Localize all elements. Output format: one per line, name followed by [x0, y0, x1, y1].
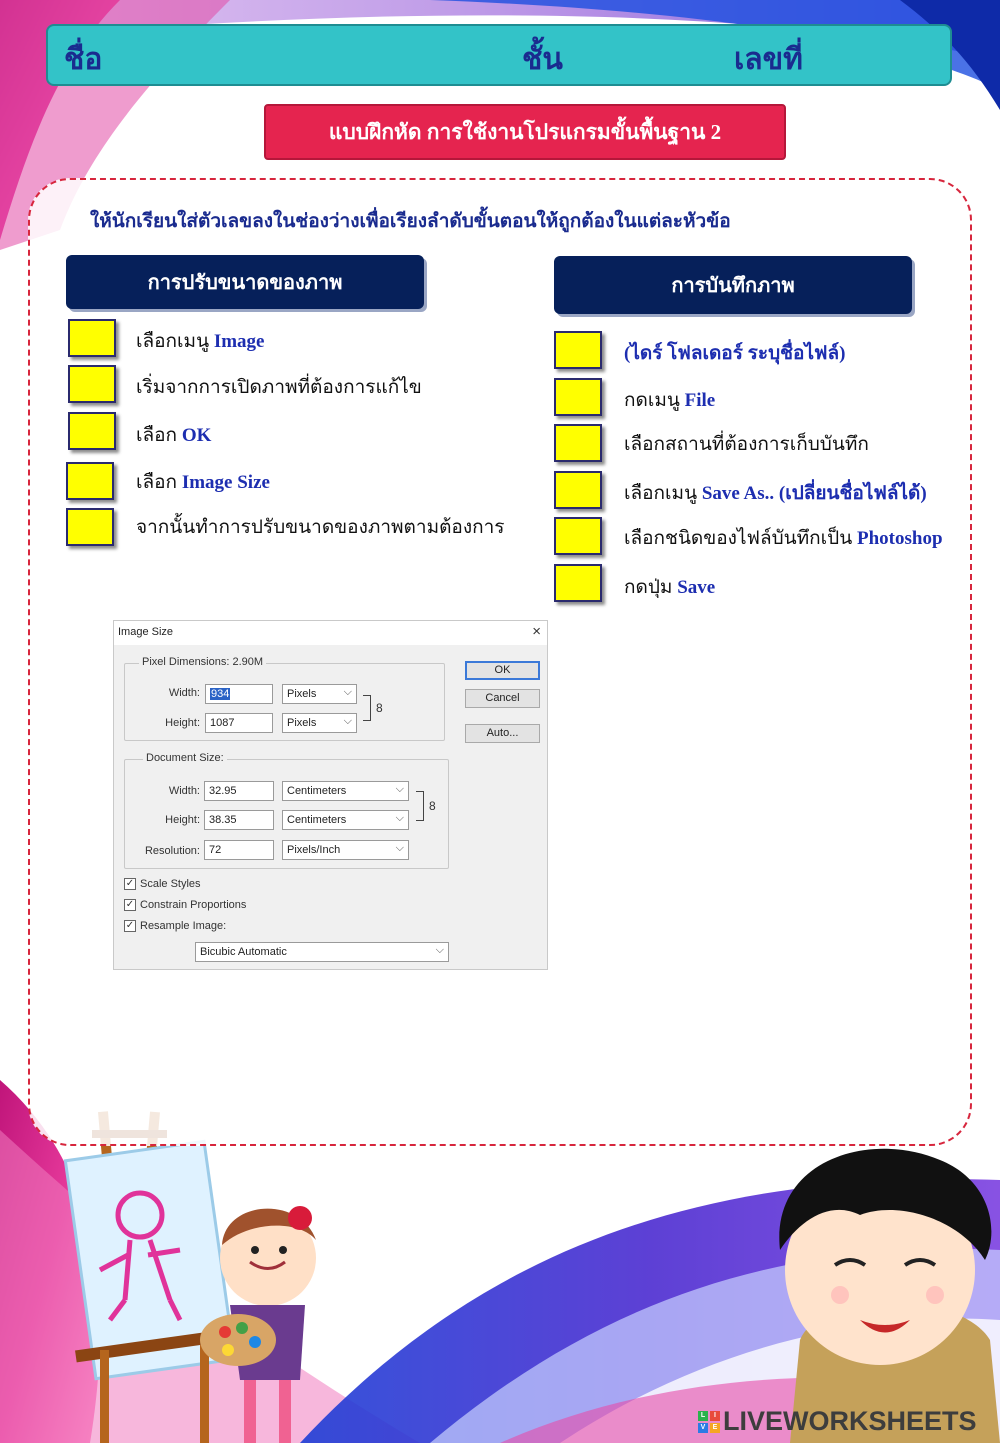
resize-step-3-text: [136, 420, 211, 450]
scale-styles-label: Scale Styles: [140, 878, 201, 890]
pixel-height-unit: Pixels: [287, 717, 317, 729]
worksheet-title: แบบฝึกหัด การใช้งานโปรแกรมขั้นพื้นฐาน 2: [264, 104, 786, 160]
ok-button[interactable]: OK: [465, 661, 540, 680]
pixel-dimensions-label: Pixel Dimensions: 2.90M: [139, 656, 266, 668]
pixel-height-label: Height:: [165, 717, 200, 729]
student-info-bar: [46, 24, 952, 86]
step-label: จากนั้นทำการปรับขนาดของภาพตามต้องการ: [136, 517, 505, 538]
chevron-down-icon: ⌵: [395, 842, 404, 854]
link-bracket: [416, 791, 424, 821]
resample-image-checkbox[interactable]: [124, 920, 226, 932]
chevron-down-icon: ⌵: [343, 686, 352, 698]
resolution-input[interactable]: 72: [204, 840, 274, 860]
resize-section-header: การปรับขนาดของภาพ: [66, 255, 424, 309]
step-keyword: File: [684, 390, 716, 411]
scale-styles-checkbox[interactable]: [124, 878, 201, 890]
resample-method: Bicubic Automatic: [200, 946, 287, 958]
resolution-unit: Pixels/Inch: [287, 844, 341, 856]
chain-link-icon: 8: [376, 701, 383, 715]
pixel-width-label: Width:: [168, 687, 200, 699]
save-step-1-answer-box[interactable]: [554, 331, 602, 369]
doc-width-label: Width:: [168, 785, 200, 797]
step-label: เลือกสถานที่ต้องการเก็บบันทึก: [624, 434, 869, 455]
checkbox-check-icon: ✓: [125, 899, 135, 910]
pixel-height-input[interactable]: 1087: [205, 713, 273, 733]
step-keyword: Photoshop: [856, 528, 943, 549]
liveworksheets-logo-icon: [698, 1411, 720, 1433]
liveworksheets-watermark: [698, 1406, 977, 1437]
pixel-width-input[interactable]: [205, 684, 273, 704]
step-keyword: Save: [677, 577, 716, 598]
number-label: เลขที่: [734, 43, 803, 76]
chevron-down-icon: ⌵: [395, 812, 404, 824]
auto-button[interactable]: Auto...: [465, 724, 540, 743]
resolution-unit-select[interactable]: [282, 840, 409, 860]
logo-letter-i: I: [710, 1411, 720, 1421]
doc-height-unit-select[interactable]: [282, 810, 409, 830]
step-label: เริ่มจากการเปิดภาพที่ต้องการแก้ไข: [136, 377, 422, 398]
resolution-label: Resolution:: [144, 845, 200, 857]
resize-step-4-text: [136, 467, 270, 497]
save-step-4-answer-box[interactable]: [554, 471, 602, 509]
pixel-width-unit-select[interactable]: [282, 684, 357, 704]
boy-character-illustration: [779, 1149, 1000, 1443]
logo-letter-e: E: [710, 1423, 720, 1433]
step-label: เลือก: [136, 472, 182, 493]
step-label: เลือกเมนู: [624, 483, 702, 504]
resize-step-5-answer-box[interactable]: [66, 508, 114, 546]
doc-height-label: Height:: [165, 814, 200, 826]
step-keyword: Image: [213, 331, 265, 352]
pixel-width-value: 934: [211, 688, 230, 700]
resize-step-1-answer-box[interactable]: [68, 319, 116, 357]
dialog-title: Image Size: [118, 626, 174, 638]
save-step-5-answer-box[interactable]: [554, 517, 602, 555]
pixel-width-unit: Pixels: [287, 688, 317, 700]
class-label: ชั้น: [522, 43, 563, 76]
instruction-text: ให้นักเรียนใส่ตัวเลขลงในช่องว่างเพื่อเรียงลำดับขั้นตอนให้ถูกต้องในแต่ละหัวข้อ: [90, 211, 731, 232]
chevron-down-icon: ⌵: [343, 715, 352, 727]
link-bracket: [363, 695, 371, 721]
checkbox-check-icon: ✓: [125, 878, 135, 889]
resize-step-1-text: [136, 326, 264, 356]
save-step-6-answer-box[interactable]: [554, 564, 602, 602]
name-label: ชื่อ: [64, 43, 103, 76]
chain-link-icon: 8: [429, 799, 436, 813]
image-size-dialog: [113, 620, 548, 970]
step-keyword: OK: [181, 425, 212, 446]
checkbox-check-icon: ✓: [125, 920, 135, 931]
save-step-4-text: [624, 478, 927, 508]
chevron-down-icon: ⌵: [435, 944, 444, 956]
resize-step-5-text: [136, 512, 505, 542]
doc-height-input[interactable]: 38.35: [204, 810, 274, 830]
save-step-5-text: [624, 523, 943, 553]
cancel-button[interactable]: Cancel: [465, 689, 540, 708]
save-section-header: การบันทึกภาพ: [554, 256, 912, 314]
resize-step-3-answer-box[interactable]: [68, 412, 116, 450]
document-size-label: Document Size:: [143, 752, 227, 764]
step-keyword: Save As.. (เปลี่ยนชื่อไฟล์ได้): [701, 483, 927, 504]
step-label: กดปุ่ม: [624, 577, 678, 598]
save-step-1-text: [624, 338, 845, 368]
resample-method-select[interactable]: [195, 942, 449, 962]
constrain-proportions-label: Constrain Proportions: [140, 899, 247, 911]
step-label: เลือกชนิดของไฟล์บันทึกเป็น: [624, 528, 857, 549]
doc-width-unit-select[interactable]: [282, 781, 409, 801]
save-step-2-text: [624, 385, 715, 415]
pixel-height-unit-select[interactable]: [282, 713, 357, 733]
constrain-proportions-checkbox[interactable]: [124, 899, 246, 911]
step-keyword: (ไดร์ โฟลเดอร์ ระบุชื่อไฟล์): [624, 343, 846, 364]
watermark-text: LIVEWORKSHEETS: [723, 1406, 977, 1436]
dialog-titlebar: [114, 621, 547, 645]
resize-step-2-text: [136, 372, 422, 402]
doc-width-input[interactable]: 32.95: [204, 781, 274, 801]
save-step-2-answer-box[interactable]: [554, 378, 602, 416]
doc-height-unit: Centimeters: [287, 814, 347, 826]
close-icon[interactable]: ×: [532, 623, 541, 640]
resize-step-4-answer-box[interactable]: [66, 462, 114, 500]
logo-letter-l: L: [698, 1411, 708, 1421]
step-label: กดเมนู: [624, 390, 685, 411]
logo-letter-v: V: [698, 1423, 708, 1433]
step-label: เลือกเมนู: [136, 331, 214, 352]
step-label: เลือก: [136, 425, 182, 446]
chevron-down-icon: ⌵: [395, 783, 404, 795]
save-step-6-text: [624, 572, 715, 602]
resample-image-label: Resample Image:: [140, 920, 227, 932]
resize-step-2-answer-box[interactable]: [68, 365, 116, 403]
save-step-3-text: [624, 429, 869, 459]
step-keyword: Image Size: [181, 472, 270, 493]
save-step-3-answer-box[interactable]: [554, 424, 602, 462]
doc-width-unit: Centimeters: [287, 785, 347, 797]
